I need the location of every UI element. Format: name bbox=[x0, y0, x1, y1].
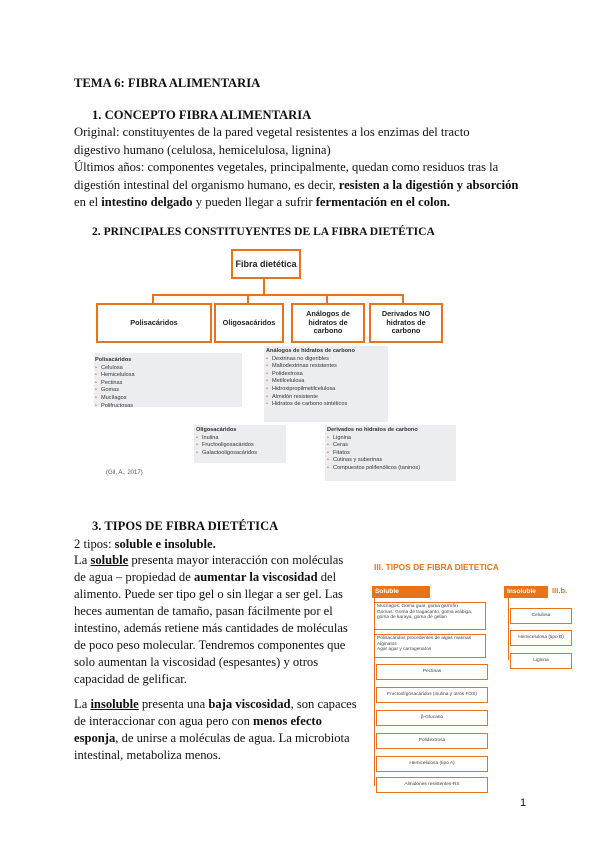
panel-item: • Compuestos polifenólicos (taninos) bbox=[327, 465, 456, 473]
s1-bold: resisten a la digestión y absorción bbox=[338, 178, 519, 192]
panel-title: Polisacáridos bbox=[95, 357, 132, 363]
panel-item: • Mucílagos bbox=[95, 395, 242, 403]
connector bbox=[326, 294, 328, 303]
panel-item: • Almidón resistente bbox=[266, 394, 388, 402]
s3-text: La bbox=[74, 553, 91, 567]
panel-item: • Hidratos de carbono sintéticos bbox=[266, 401, 388, 409]
s3-bold: soluble e insoluble. bbox=[114, 537, 216, 551]
section-2-heading: 2. PRINCIPALES CONSTITUYENTES DE LA FIBRA DIETÉTICA bbox=[92, 225, 435, 238]
s1-line-5 bbox=[74, 194, 450, 210]
s3-text: , son capaces bbox=[290, 697, 357, 711]
soluble-item-algas bbox=[374, 634, 486, 658]
s3-bold: aumentar la viscosidad bbox=[193, 570, 318, 584]
soluble-item: Almidones resistentes-RS bbox=[376, 777, 488, 793]
s3-bold: baja viscosidad bbox=[208, 697, 291, 711]
s3-bold: soluble bbox=[90, 553, 129, 567]
box-analogos: Análogos de hidratos de carbono bbox=[291, 303, 365, 343]
connector bbox=[152, 294, 154, 303]
section-3-heading: 3. TIPOS DE FIBRA DIETÉTICA bbox=[92, 519, 279, 533]
s3-types-line bbox=[74, 536, 216, 552]
soluble-item: β-Glucano bbox=[376, 710, 488, 726]
p1-line-6: de poco peso molecular. Tendremos componentes que bbox=[74, 638, 346, 652]
p2-line-4: intestinal, metaboliza menos. bbox=[74, 748, 221, 762]
p1-line-7: solo aumentan la viscosidad (espesantes) y otros bbox=[74, 655, 319, 669]
diagram-source: (Gil, A., 2017) bbox=[106, 470, 143, 476]
insoluble-item: Lignina bbox=[510, 653, 572, 669]
panel-item: • Metilcelulosa bbox=[266, 378, 388, 386]
panel-item: • Celulosa bbox=[95, 365, 242, 373]
insoluble-header: Insoluble bbox=[504, 586, 548, 598]
diagram2-title: III. TIPOS DE FIBRA DIETETICA bbox=[374, 562, 499, 572]
connector bbox=[152, 294, 403, 296]
s3-text: de interaccionar con agua pero con bbox=[74, 714, 254, 728]
panel-title: Oligosacáridos bbox=[196, 427, 237, 433]
panel-derivados bbox=[325, 425, 456, 481]
box-derivados: Derivados NO hidratos de carbono bbox=[369, 303, 443, 343]
panel-oligosacaridos bbox=[194, 425, 286, 463]
p1-line-3: alimento. Puede ser tipo gel o sin llegar a ser gel. Las bbox=[74, 587, 343, 601]
p1-line-4: heces aumentan de tamaño, pasan fácilmente por el bbox=[74, 604, 333, 618]
box-polisacaridos: Polisacáridos bbox=[96, 303, 212, 343]
panel-item: • Gomas bbox=[95, 387, 242, 395]
panel-item: • Fitatos bbox=[327, 450, 456, 458]
insoluble-item: Hemicelulosa (tipo B) bbox=[510, 630, 572, 646]
soluble-item: Pectinas bbox=[376, 664, 488, 680]
panel-item: • Dextrinas no digeribles bbox=[266, 356, 388, 364]
s3-text: presenta mayor interacción con moléculas bbox=[128, 553, 344, 567]
panel-item: • Lignina bbox=[327, 435, 456, 443]
item-text: Gomas: Goma de tragacanto, goma arábiga, goma de karaya, goma de gellan bbox=[377, 609, 473, 621]
s3-text: 2 tipos: bbox=[74, 537, 115, 551]
s1-bold: intestino delgado bbox=[101, 195, 193, 209]
panel-item: • Ceras bbox=[327, 442, 456, 450]
p1-line-1 bbox=[74, 552, 343, 568]
soluble-item-mucilagos bbox=[374, 602, 486, 630]
p2-line-3 bbox=[74, 730, 350, 746]
fiber-types-diagram bbox=[364, 556, 568, 791]
connector bbox=[263, 277, 265, 294]
page-title: TEMA 6: FIBRA ALIMENTARIA bbox=[74, 76, 261, 90]
corner-label: III.b. bbox=[552, 586, 568, 595]
panel-item: • Maltodextrinas resistentes bbox=[266, 363, 388, 371]
connector bbox=[508, 598, 509, 660]
panel-analogos bbox=[264, 346, 388, 422]
panel-item: • Polidextrosa bbox=[266, 371, 388, 379]
soluble-item: Polidextrosa bbox=[376, 733, 488, 749]
item-text: Alginatos bbox=[377, 641, 397, 647]
fiber-constituents-diagram bbox=[94, 242, 458, 488]
insoluble-item: Celulosa bbox=[510, 608, 572, 624]
diagram-root-box: Fibra dietética bbox=[231, 249, 301, 279]
s3-text: , de unirse a moléculas de agua. La microbiota bbox=[115, 731, 350, 745]
s1-line-1: Original: constituyentes de la pared vegetal resistentes a los enzimas del tracto bbox=[74, 125, 470, 139]
panel-item: • Polifructosas bbox=[95, 403, 242, 411]
panel-item: • Pectinas bbox=[95, 380, 242, 388]
s1-line-2: digestivo humano (celulosa, hemicelulosa, lignina) bbox=[74, 143, 331, 157]
p2-line-2 bbox=[74, 713, 322, 729]
panel-polisacaridos bbox=[94, 353, 242, 407]
soluble-header: Soluble bbox=[372, 586, 430, 598]
s1-text: en el bbox=[74, 195, 102, 209]
s1-bold: fermentación en el colon. bbox=[315, 195, 451, 209]
s3-text: de agua – propiedad de bbox=[74, 570, 194, 584]
s3-text: presenta una bbox=[138, 697, 209, 711]
p1-line-8: capacidad de gelificar. bbox=[74, 672, 187, 686]
p1-line-5: intestino, además retiene más cantidades de moléculas bbox=[74, 621, 348, 635]
panel-item: • Hidroxipropilmetilcelulosa bbox=[266, 386, 388, 394]
item-text: Polisacáridos procedentes de algas marinas bbox=[377, 636, 472, 641]
s3-text: del bbox=[317, 570, 337, 584]
s1-line-3: Últimos años: componentes vegetales, principalmente, quedan como residuos tras la bbox=[74, 160, 499, 174]
s3-bold: insoluble bbox=[90, 697, 139, 711]
s1-line-4 bbox=[74, 177, 518, 193]
panel-item: • Galactooligosacáridos bbox=[196, 450, 286, 458]
section-1-heading: 1. CONCEPTO FIBRA ALIMENTARIA bbox=[92, 108, 312, 122]
p1-line-2 bbox=[74, 569, 336, 585]
s3-bold: esponja bbox=[74, 731, 116, 745]
item-text: Mucílagos: Goma guar, goma garrofín bbox=[377, 604, 458, 609]
panel-item: • Cutinas y suberinas bbox=[327, 457, 456, 465]
s1-text: digestión intestinal del organismo humano, es decir, bbox=[74, 178, 339, 192]
panel-title: Análogos de hidratos de carbono bbox=[266, 348, 355, 354]
connector bbox=[402, 294, 404, 303]
panel-item: • Fructooligosacáridos bbox=[196, 442, 286, 450]
panel-item: • Inulina bbox=[196, 435, 286, 443]
box-oligosacaridos: Oligosacáridos bbox=[214, 303, 284, 343]
page-number: 1 bbox=[520, 797, 527, 809]
item-text: Agar agar y carragenatos bbox=[377, 647, 432, 653]
s3-bold: menos efecto bbox=[253, 714, 322, 728]
panel-item: • Hemicelulosa bbox=[95, 372, 242, 380]
panel-title: Derivados no hidratos de carbono bbox=[327, 427, 418, 433]
s3-text: La bbox=[74, 697, 91, 711]
p2-line-1 bbox=[74, 696, 357, 712]
connector bbox=[247, 294, 249, 303]
soluble-item: Hemicelulosa (tipo A) bbox=[376, 756, 488, 772]
s1-text: y pueden llegar a sufrir bbox=[192, 195, 316, 209]
soluble-item: Fructoolígosacáridos (inulina y otros FOS) bbox=[376, 687, 488, 703]
